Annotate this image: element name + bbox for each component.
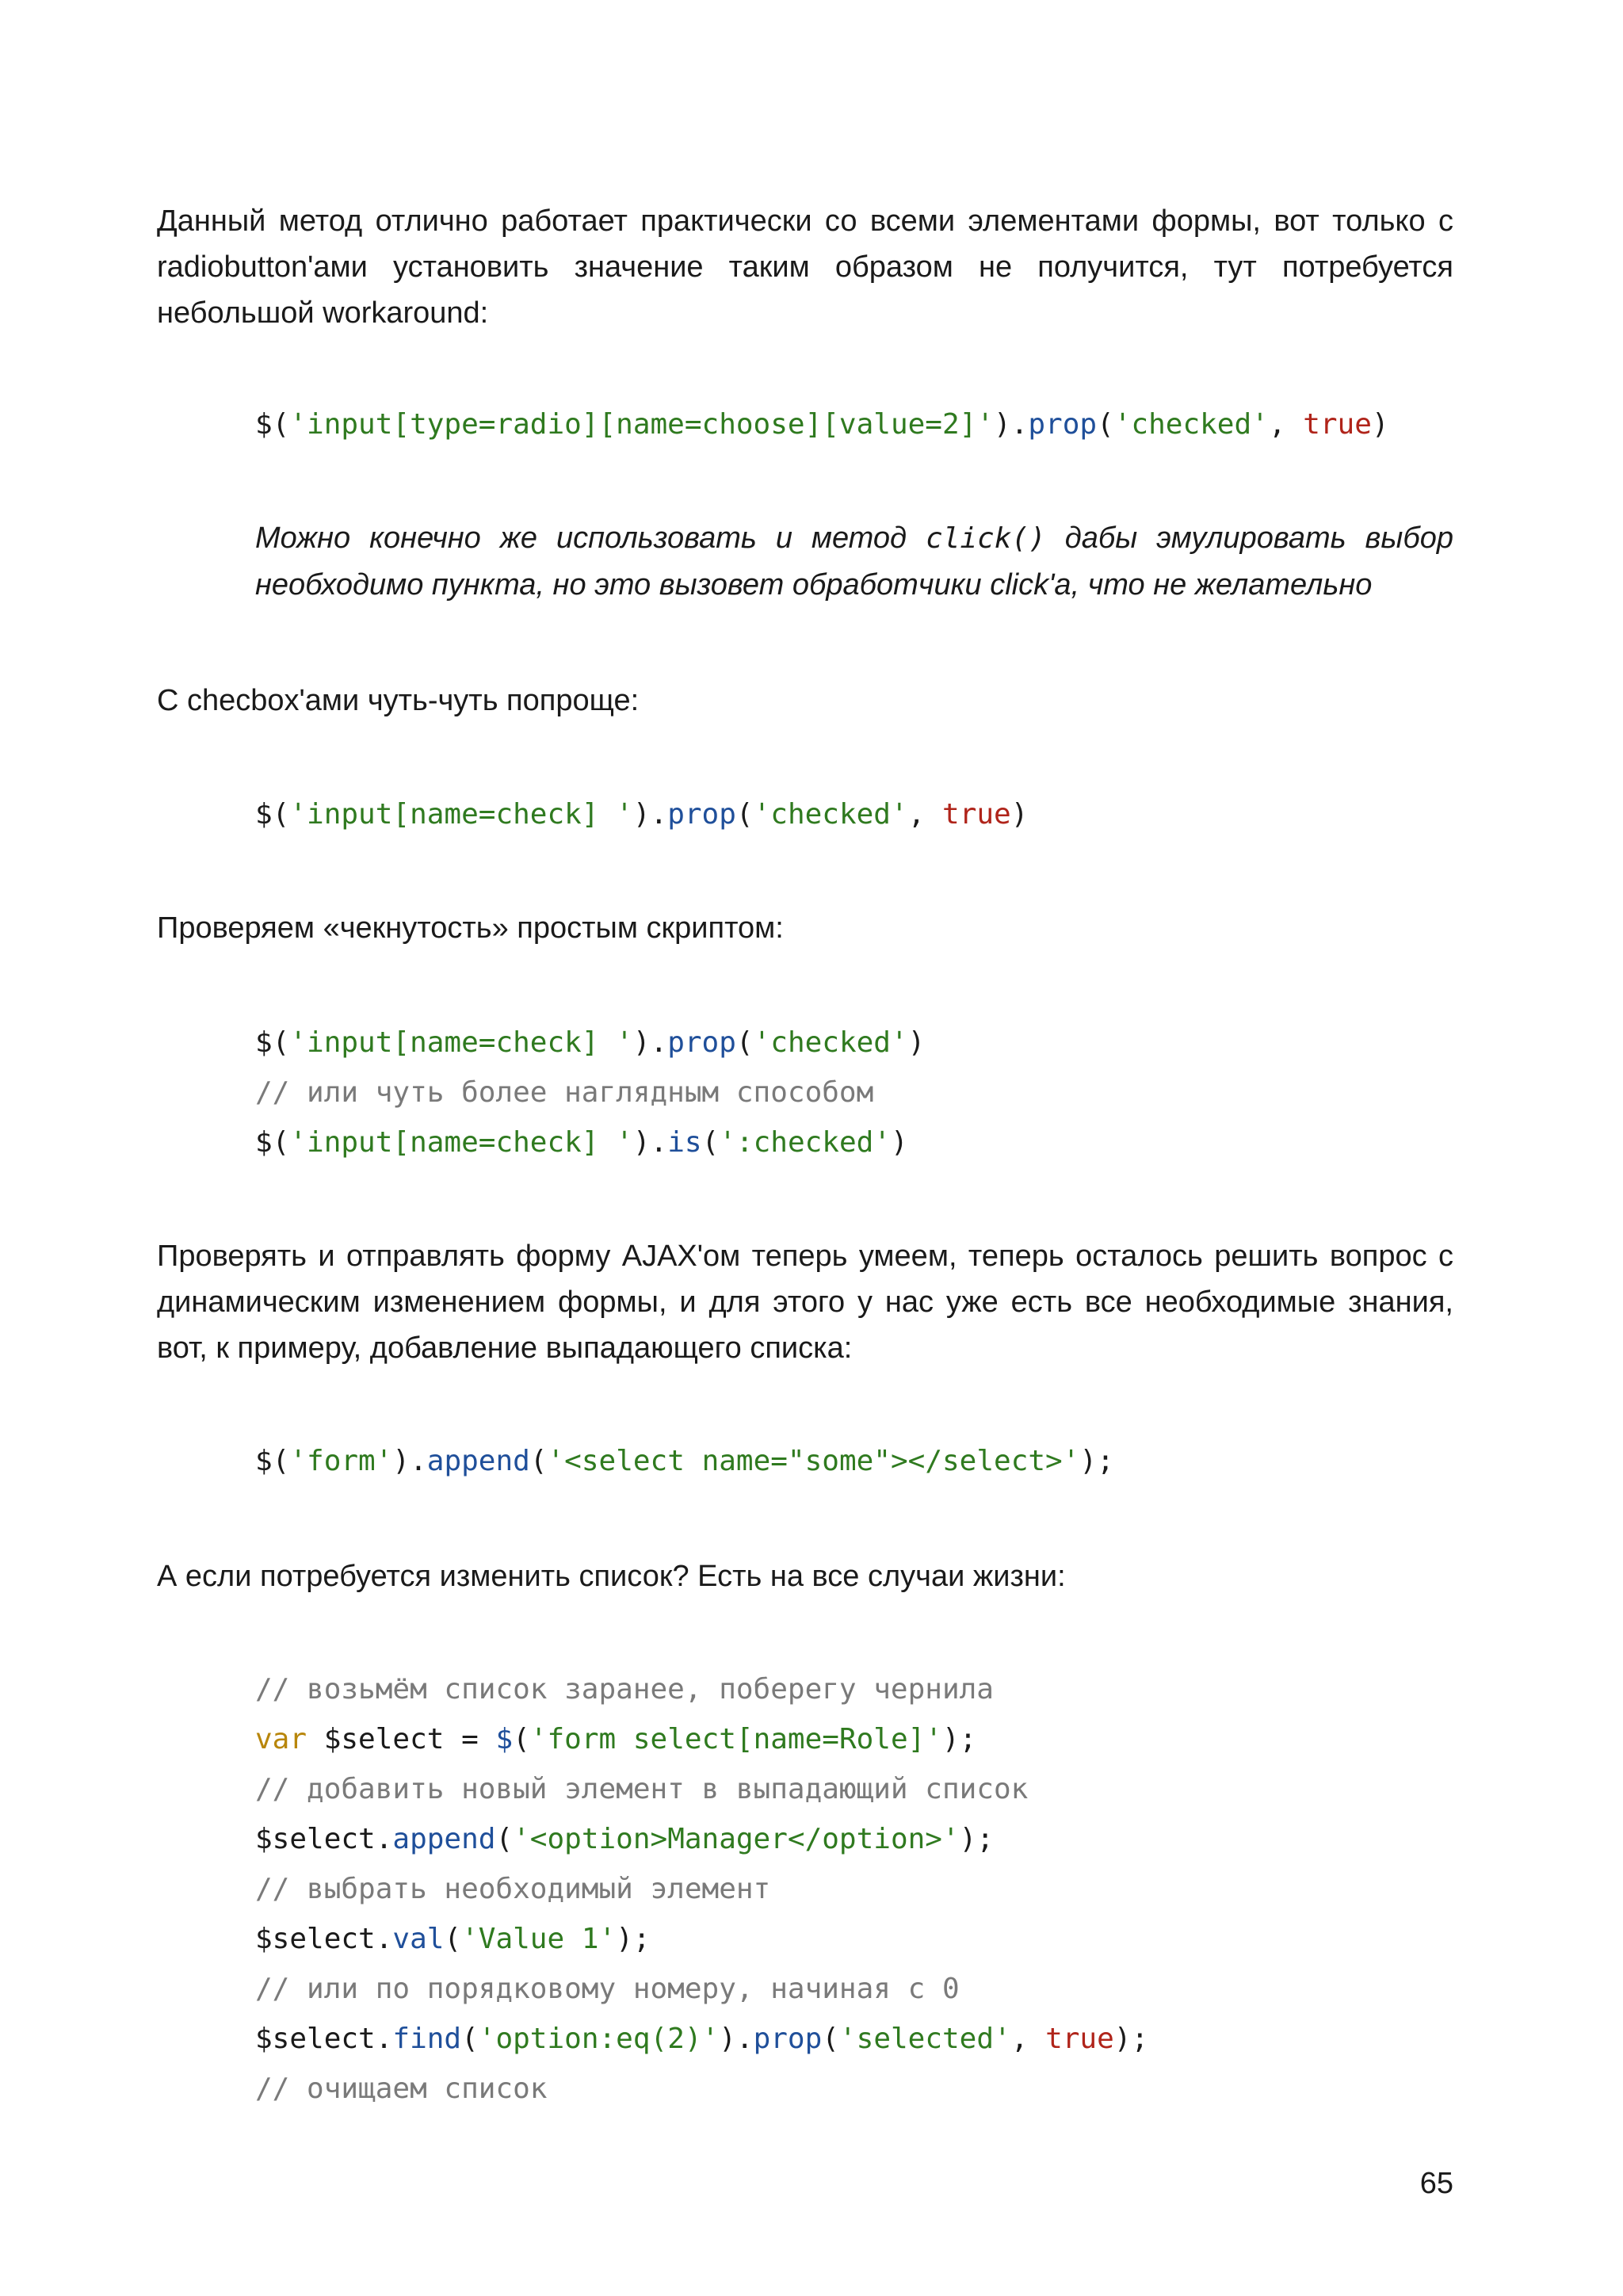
- code-string: 'selected': [838, 2023, 1011, 2055]
- code-token: $(: [255, 408, 290, 441]
- code-token: $select.: [255, 1923, 393, 1955]
- code-token: );: [959, 1823, 995, 1855]
- code-string: 'form': [289, 1445, 393, 1477]
- code-token: ).: [632, 798, 668, 831]
- code-method: is: [667, 1126, 702, 1159]
- note-inline-code: click(): [926, 522, 1046, 555]
- code-string: 'input[name=check] ': [289, 1126, 633, 1159]
- code-line: [255, 1914, 1148, 1964]
- code-string: 'Value 1': [461, 1923, 617, 1955]
- code-block-append-select: [255, 1436, 1114, 1486]
- code-line: [255, 1714, 1148, 1764]
- code-token: ).: [719, 2023, 754, 2055]
- code-string: 'checked': [753, 1026, 908, 1059]
- code-line: [255, 1018, 925, 1068]
- code-token: ): [891, 1126, 908, 1159]
- code-token: ): [907, 1026, 926, 1059]
- page-number: 65: [1419, 2167, 1453, 2200]
- code-token: $select.: [255, 1823, 393, 1855]
- code-token: );: [616, 1923, 651, 1955]
- paragraph-ajax-dynamic: Проверять и отправлять форму AJAX'ом теперь умеем, теперь осталось решить вопрос с динамическим изменением формы, и для этого у нас уже есть все необходимые знания, вот, к примеру, добавление выпадающего списка:: [157, 1240, 1453, 1365]
- code-token: );: [1079, 1445, 1114, 1477]
- code-boolean: true: [1303, 408, 1372, 441]
- code-method: prop: [753, 2023, 823, 2055]
- code-token: (: [822, 2023, 839, 2055]
- code-method: val: [392, 1923, 445, 1955]
- code-comment: // возьмём список заранее, поберегу чернила: [255, 1673, 994, 1706]
- paragraph-change-list: А если потребуется изменить список? Есть на все случаи жизни:: [157, 1560, 1066, 1593]
- code-token: (: [444, 1923, 462, 1955]
- code-comment: // или чуть более наглядным способом: [255, 1076, 874, 1109]
- code-token: ).: [994, 408, 1029, 441]
- code-token: $select =: [307, 1723, 496, 1755]
- note-text: Можно конечно же использовать и метод: [255, 521, 926, 555]
- code-token: $(: [255, 798, 290, 831]
- code-token: (: [1097, 408, 1114, 441]
- code-token: (: [529, 1445, 548, 1477]
- code-comment: // добавить новый элемент в выпадающий список: [255, 1773, 1029, 1805]
- code-token: $(: [255, 1126, 290, 1159]
- code-token: ).: [632, 1126, 668, 1159]
- code-comment: // очищаем список: [255, 2073, 548, 2105]
- code-line: [255, 1117, 925, 1167]
- paragraph-radio-intro: Данный метод отлично работает практически со всеми элементами формы, вот только с radiobutton'ами установить значение таким образом не получится, тут потребуется небольшой workaround:: [157, 204, 1453, 330]
- code-boolean: true: [1045, 2023, 1114, 2055]
- code-block-checkbox: [255, 789, 1028, 839]
- code-method: append: [392, 1823, 496, 1855]
- code-token: ,: [907, 798, 943, 831]
- code-string: 'input[type=radio][name=choose][value=2]': [289, 408, 994, 441]
- code-line: [255, 399, 1389, 449]
- code-line: [255, 789, 1028, 839]
- code-line: [255, 1436, 1114, 1486]
- italic-note: [255, 515, 1453, 608]
- code-token: ): [1371, 408, 1389, 441]
- code-string: 'checked': [753, 798, 908, 831]
- code-string: '<select name="some"></select>': [547, 1445, 1080, 1477]
- code-token: $select.: [255, 2023, 393, 2055]
- code-boolean: true: [942, 798, 1011, 831]
- paragraph-checkbox: С checbox'ами чуть-чуть попроще:: [157, 684, 640, 717]
- code-block-select-ops: [255, 1664, 1148, 2114]
- code-method: $: [495, 1723, 514, 1755]
- code-token: (: [701, 1126, 720, 1159]
- code-token: (: [735, 798, 754, 831]
- code-token: ,: [1010, 2023, 1046, 2055]
- code-method: prop: [667, 1026, 736, 1059]
- code-line: [255, 1814, 1148, 1864]
- code-token: ,: [1268, 408, 1304, 441]
- code-keyword: var: [255, 1723, 307, 1755]
- code-string: 'input[name=check] ': [289, 1026, 633, 1059]
- code-string: '<option>Manager</option>': [513, 1823, 960, 1855]
- code-string: 'form select[name=Role]': [529, 1723, 942, 1755]
- note-text: дабы эмулировать выбор необходимо пункта, но это вызовет обработчики click'а, что не желательно: [255, 521, 1453, 602]
- code-token: $(: [255, 1026, 290, 1059]
- code-string: 'option:eq(2)': [478, 2023, 720, 2055]
- code-line: [255, 2014, 1148, 2064]
- code-comment: // выбрать необходимый элемент: [255, 1873, 771, 1905]
- code-token: (: [735, 1026, 754, 1059]
- code-token: ): [1010, 798, 1029, 831]
- code-token: (: [461, 2023, 479, 2055]
- code-string: 'checked': [1113, 408, 1269, 441]
- code-string: 'input[name=check] ': [289, 798, 633, 831]
- code-token: (: [495, 1823, 514, 1855]
- code-method: prop: [1028, 408, 1098, 441]
- code-token: );: [1113, 2023, 1149, 2055]
- code-token: (: [513, 1723, 530, 1755]
- code-comment: // или по порядковому номеру, начиная с 0: [255, 1973, 960, 2005]
- code-token: );: [942, 1723, 977, 1755]
- paragraph-check-status: Проверяем «чекнутость» простым скриптом:: [157, 911, 784, 945]
- code-token: $(: [255, 1445, 290, 1477]
- code-method: append: [426, 1445, 530, 1477]
- code-token: ).: [392, 1445, 427, 1477]
- code-token: ).: [632, 1026, 668, 1059]
- code-string: ':checked': [719, 1126, 891, 1159]
- code-block-radio: [255, 399, 1389, 449]
- code-method: find: [392, 2023, 462, 2055]
- code-block-checked: [255, 1018, 925, 1167]
- code-method: prop: [667, 798, 736, 831]
